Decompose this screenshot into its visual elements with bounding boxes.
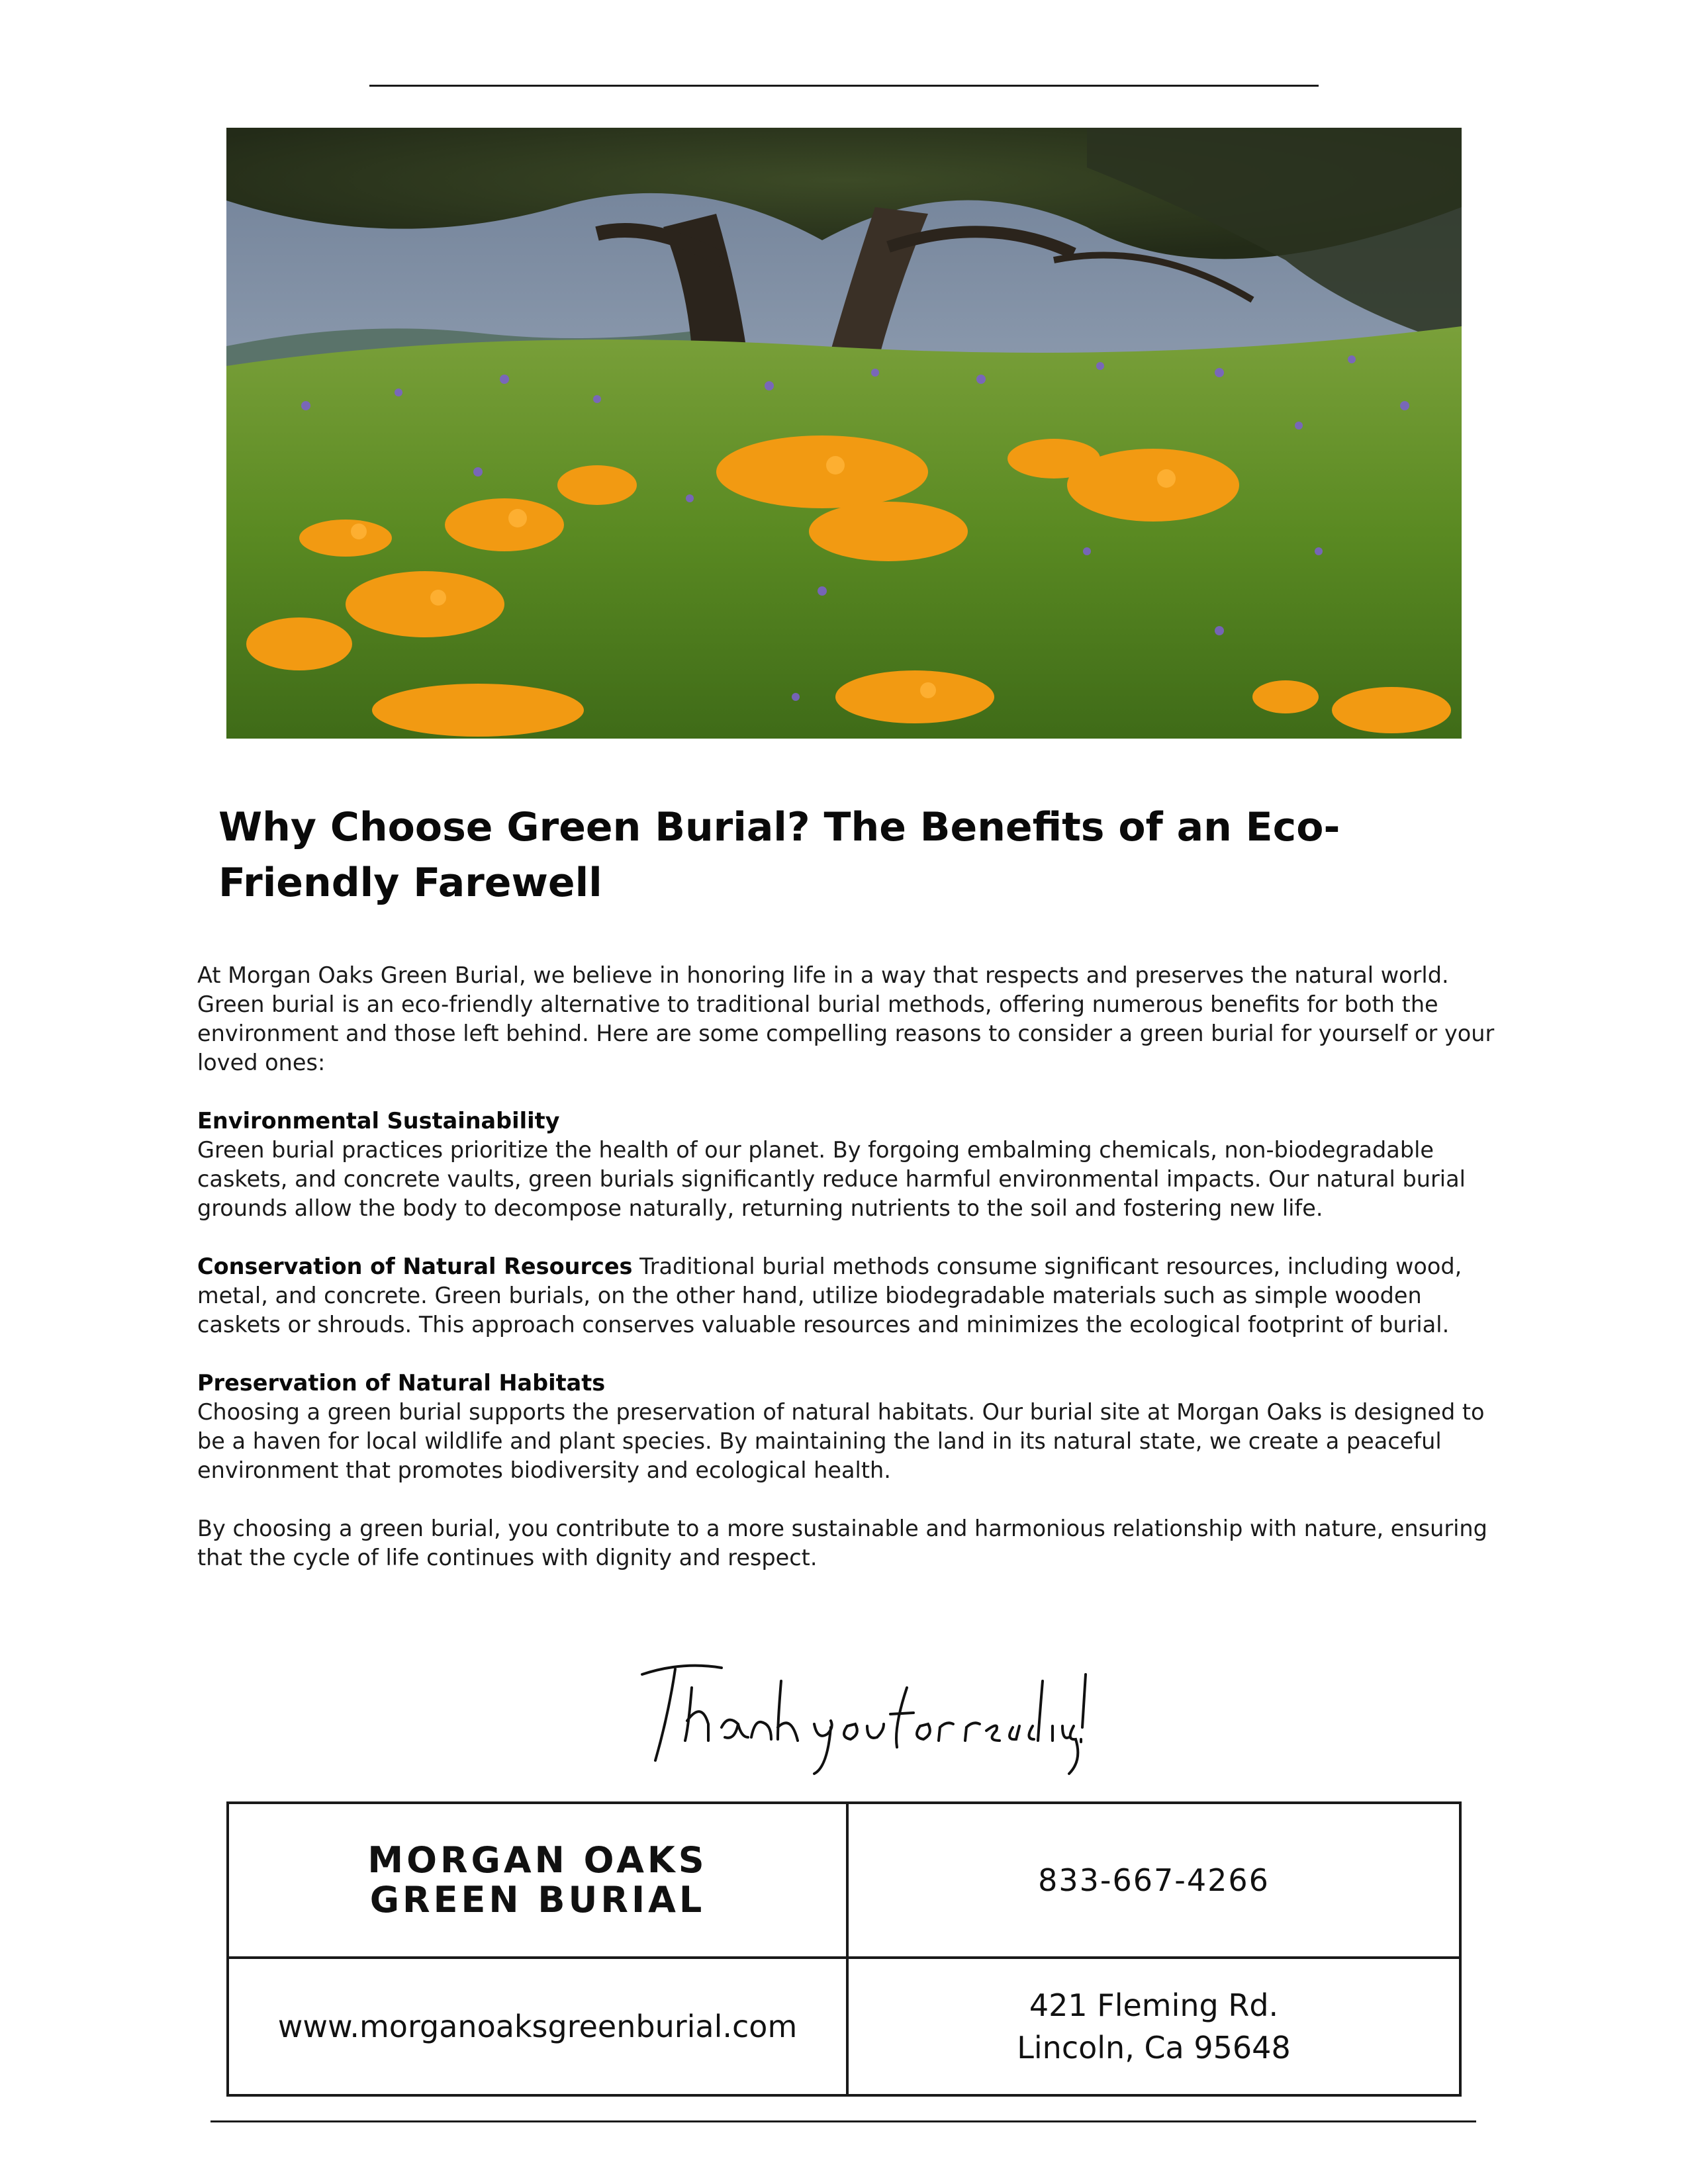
hero-photo-poppies-meadow xyxy=(226,128,1462,739)
top-divider xyxy=(369,85,1319,87)
brand-name-line2: GREEN BURIAL xyxy=(369,1879,706,1921)
section-habitats xyxy=(197,1369,1495,1485)
signoff-text xyxy=(1092,1648,1093,1649)
phone-number[interactable]: 833-667-4266 xyxy=(846,1804,1459,1956)
section-text: Traditional burial methods consume significant resources, including wood, metal, and concrete. Green burials, on the other hand, utilize biodegradable materials such as simple wooden caskets or shrouds. This approach conserves valuable resources and minimizes the ecological footprint of burial. xyxy=(197,1253,1462,1338)
website-link[interactable]: www.morganoaksgreenburial.com xyxy=(229,1956,846,2094)
article-title: Why Choose Green Burial? The Benefits of an Eco-Friendly Farewell xyxy=(218,804,1340,906)
address-line2: Lincoln, Ca 95648 xyxy=(1017,2030,1291,2066)
section-text: Green burial practices prioritize the health of our planet. By forgoing embalming chemicals, non-biodegradable caskets, and concrete vaults, green burials significantly reduce harmful environmental impacts. Our natural burial grounds allow the body to decompose naturally, returning nutrients to the soil and fostering new life. xyxy=(197,1137,1466,1221)
bottom-divider xyxy=(211,2120,1476,2122)
contact-table xyxy=(226,1801,1462,2097)
closing-paragraph: By choosing a green burial, you contribute to a more sustainable and harmonious relationship with nature, ensuring that the cycle of life continues with dignity and respect. xyxy=(197,1516,1487,1570)
section-environmental-sustainability xyxy=(197,1107,1495,1223)
section-heading: Environmental Sustainability xyxy=(197,1108,560,1134)
address-cell xyxy=(846,1956,1459,2094)
section-heading: Preservation of Natural Habitats xyxy=(197,1370,606,1396)
section-text: Choosing a green burial supports the preservation of natural habitats. Our burial site at Morgan Oaks is designed to be a haven for local wildlife and plant species. By maintaining the land in its natural state, we create a peaceful environment that promotes biodiversity and ecological health. xyxy=(197,1399,1485,1483)
thank-you-signature xyxy=(629,1648,1092,1780)
section-heading: Conservation of Natural Resources xyxy=(197,1253,633,1279)
intro-paragraph: At Morgan Oaks Green Burial, we believe in honoring life in a way that respects and preserves the natural world. Green burial is an eco-friendly alternative to traditional burial methods, offering numerous benefits for both the environment and those left behind. Here are some compelling reasons to consider a green burial for yourself or your loved ones: xyxy=(197,962,1495,1075)
handwritten-signoff xyxy=(629,1648,1092,1780)
brand-cell xyxy=(229,1804,846,1956)
brand-name-line1: MORGAN OAKS xyxy=(367,1839,708,1881)
section-conservation xyxy=(197,1252,1495,1340)
address-line1: 421 Fleming Rd. xyxy=(1029,1987,1279,2023)
meadow-illustration xyxy=(226,128,1462,739)
article-body xyxy=(197,961,1495,1602)
